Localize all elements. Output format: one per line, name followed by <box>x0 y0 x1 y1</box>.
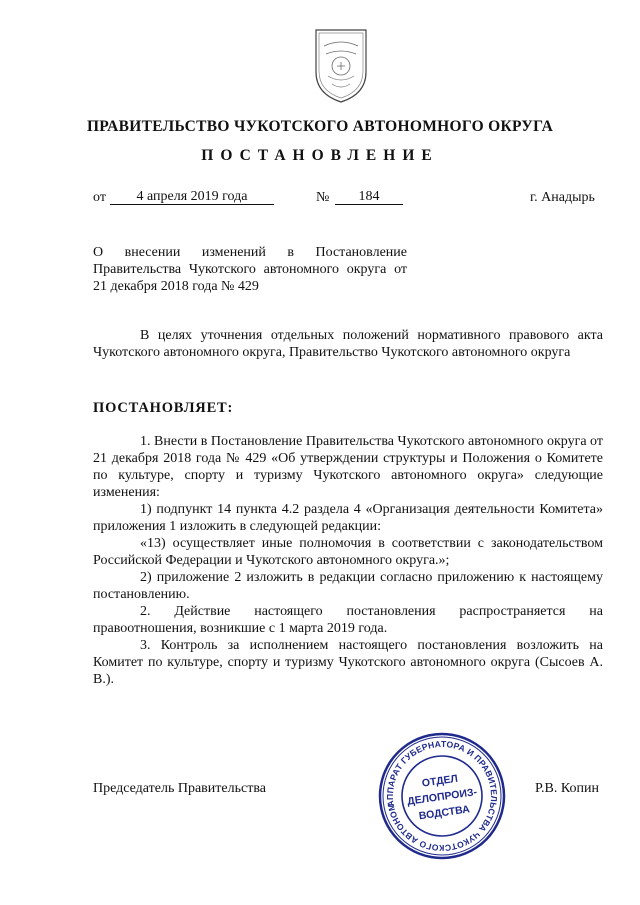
document-date: 4 апреля 2019 года <box>110 190 274 205</box>
stamp-line: ОТДЕЛ <box>421 772 459 790</box>
date-prefix: от <box>93 190 106 205</box>
signatory-name: Р.В. Копин <box>535 781 599 796</box>
resolution-items <box>93 433 603 688</box>
preamble <box>93 327 603 361</box>
resolves-heading: ПОСТАНОВЛЯЕТ: <box>93 400 234 416</box>
list-item: 3. Контроль за исполнением настоящего постановления возложить на Комитет по культуре, спорту и туризму Чукотского автономного округа (Сысоев А. В.). <box>93 638 603 687</box>
list-item: 2) приложение 2 изложить в редакции согласно приложению к настоящему постановлению. <box>93 570 603 602</box>
signatory-position: Председатель Правительства <box>93 781 266 796</box>
office-stamp <box>376 730 508 862</box>
document-number: 184 <box>335 190 403 205</box>
stamp-line: ДЕЛОПРОИЗ- <box>406 786 478 808</box>
document-subject: О внесении изменений в Постановление Правительства Чукотского автономного округа от 21 декабря 2018 года № 429 <box>93 245 407 294</box>
list-item: 2. Действие настоящего постановления распространяется на правоотношения, возникшие с 1 марта 2019 года. <box>93 604 603 636</box>
list-item: «13) осуществляет иные полномочия в соответствии с законодательством Российской Федерации и Чукотского автономного округа.»; <box>93 536 603 568</box>
government-title: ПРАВИТЕЛЬСТВО ЧУКОТСКОГО АВТОНОМНОГО ОКРУГА <box>86 118 554 135</box>
preamble-text: В целях уточнения отдельных положений нормативного правового акта Чукотского автономного округа, Правительство Чукотского автономного округа <box>93 328 603 360</box>
city: г. Анадырь <box>530 190 595 205</box>
list-item: 1. Внести в Постановление Правительства Чукотского автономного округа от 21 декабря 2018 года № 429 «Об утверждении структуры и Положения о Комитете по культуре, спорту и туризму Чукотского автономного округа» следующие изменения: <box>93 434 603 500</box>
stamp-line: ВОДСТВА <box>418 803 471 823</box>
number-prefix: № <box>316 190 330 205</box>
list-item: 1) подпункт 14 пункта 4.2 раздела 4 «Организация деятельности Комитета» приложения 1 изложить в следующей редакции: <box>93 502 603 534</box>
document-type: ПОСТАНОВЛЕНИЕ <box>201 147 439 164</box>
stamp-ring-text: АППАРАТ ГУБЕРНАТОРА И ПРАВИТЕЛЬСТВА ЧУКОТСКОГО АВТОНОМНОГО <box>384 738 500 854</box>
coat-of-arms-icon <box>304 24 378 106</box>
